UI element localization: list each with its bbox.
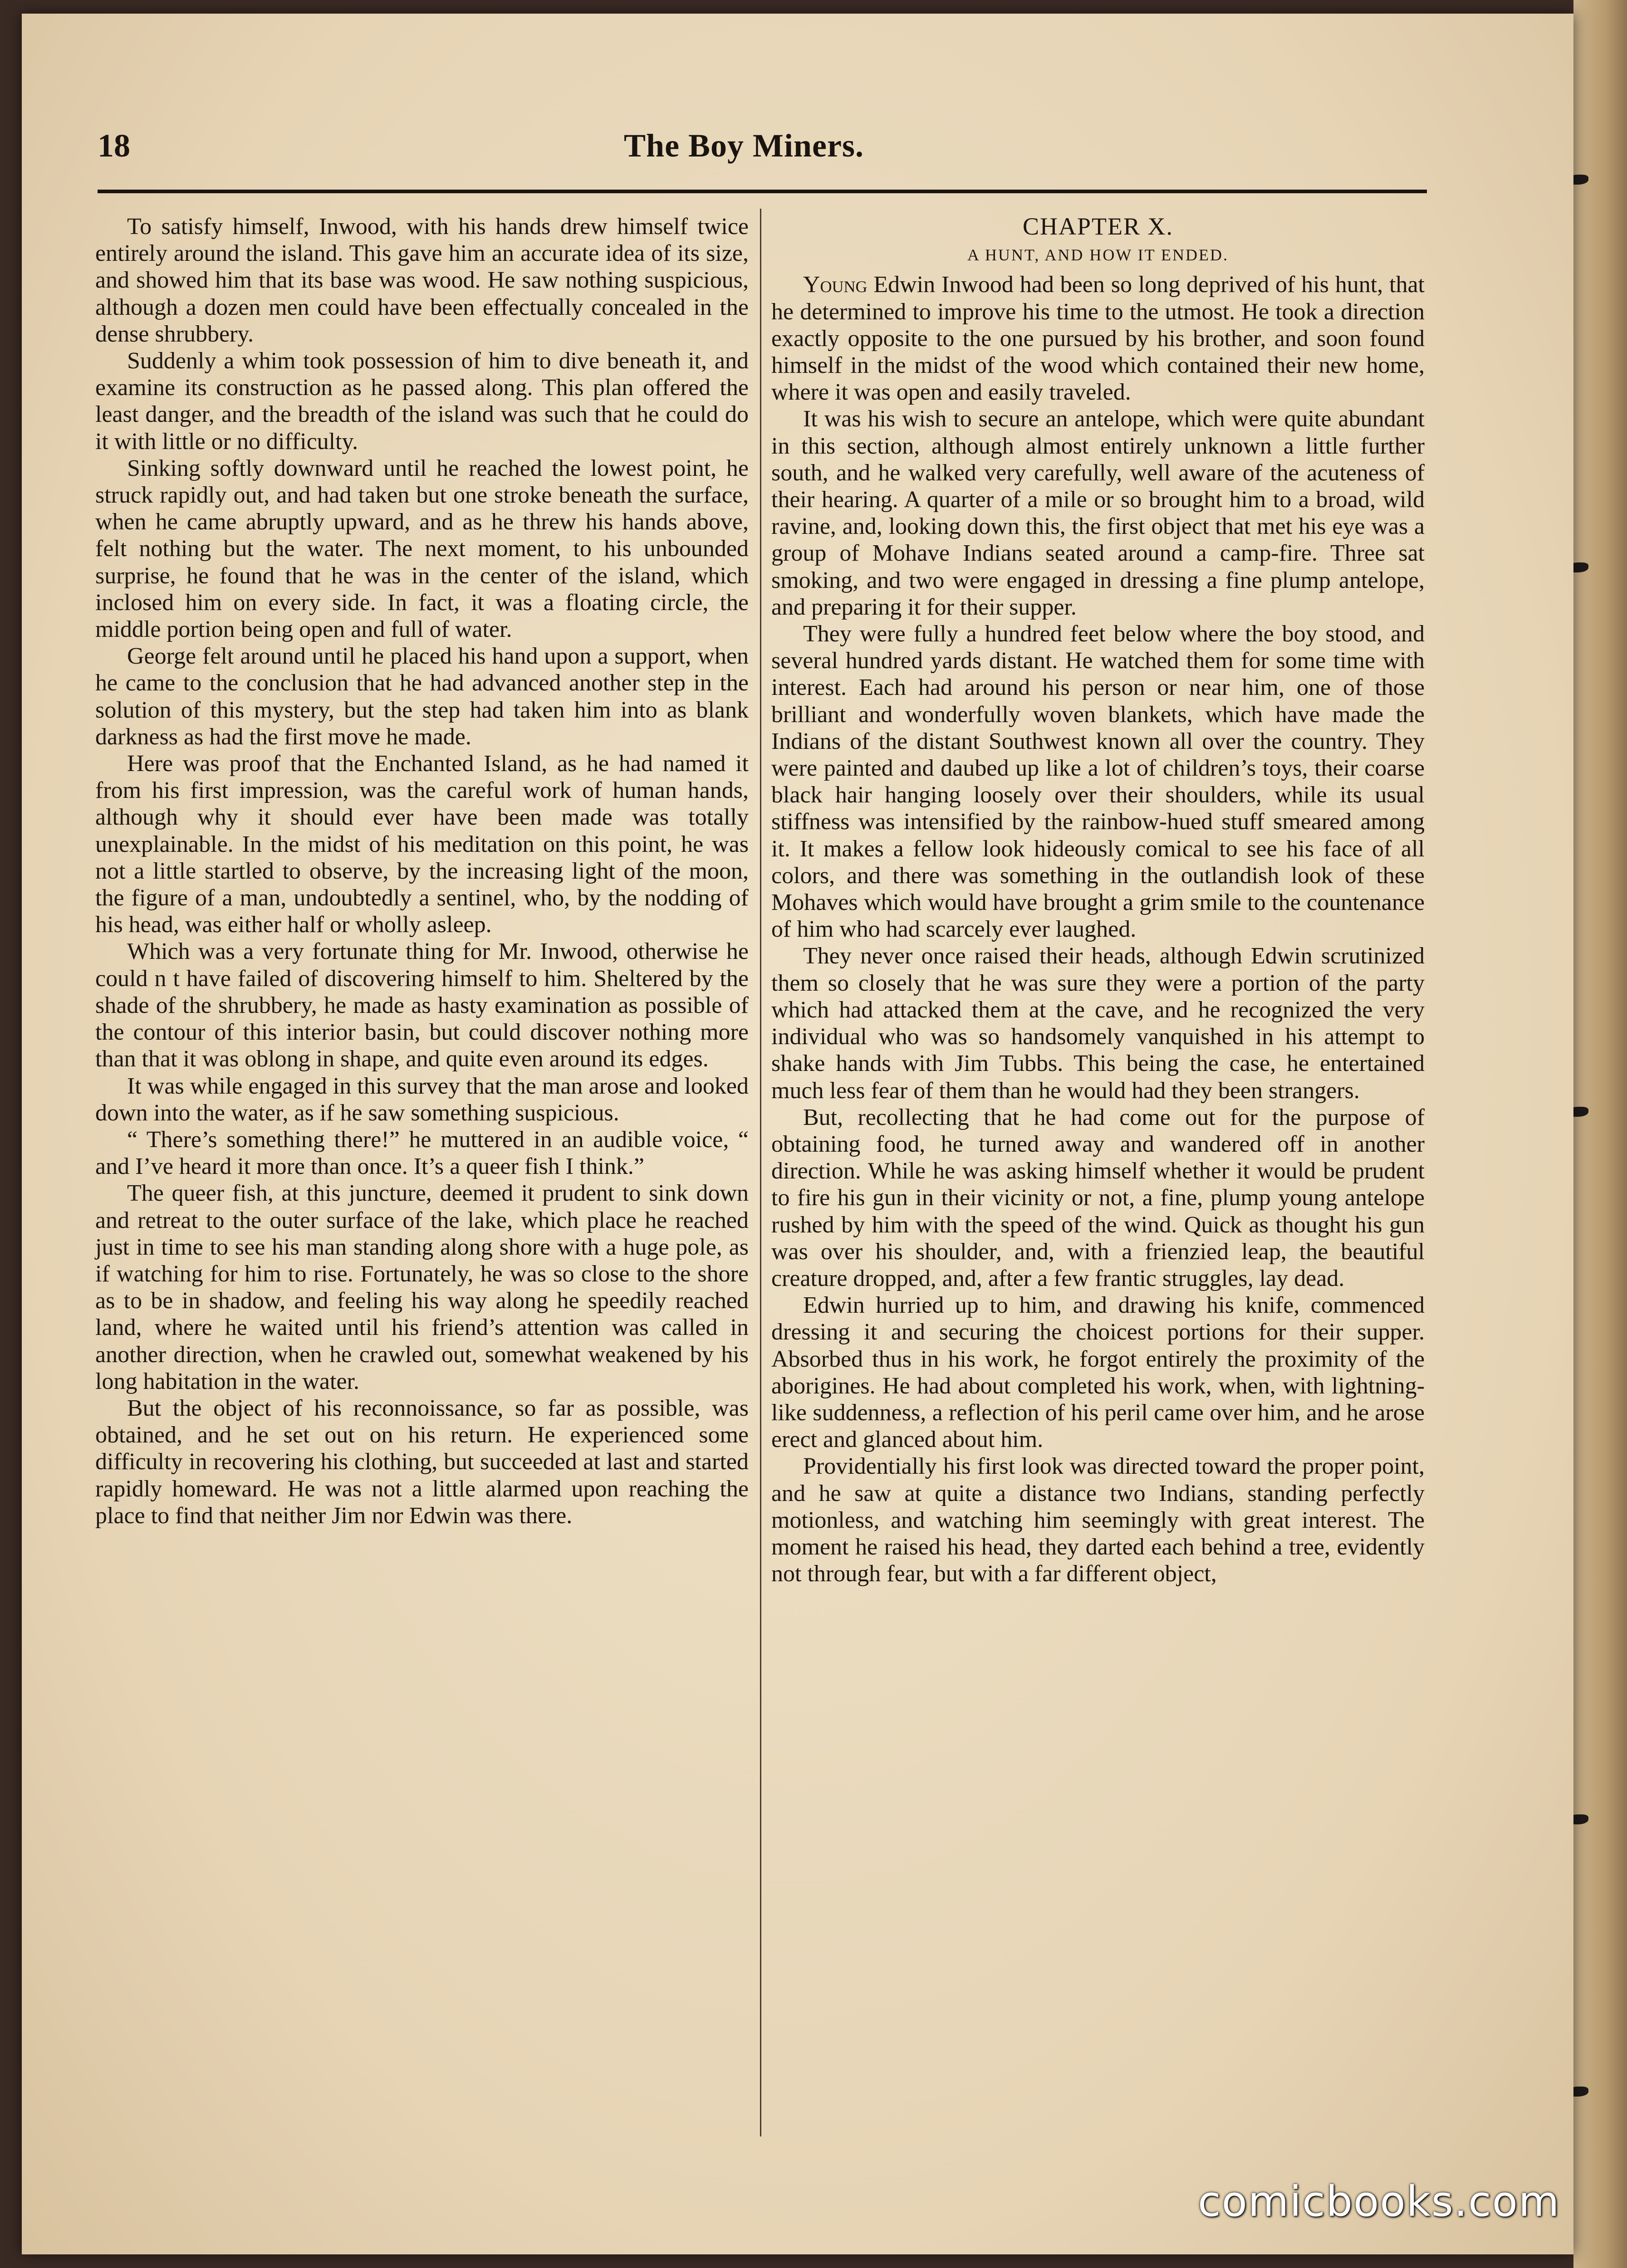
paragraph-text: Edwin Inwood had been so long deprived of his hunt, that he determined to improve his time to the utmost. He took a direction exactly opposite to the one pursued by his brother, and soon found himself in the midst of the wood which contained their new home, where it was open and easily traveled. xyxy=(771,272,1425,406)
paragraph: They were fully a hundred feet below where the boy stood, and several hundred yards distant. He watched them for some time with interest. Each had around his person or near him, one of those brilliant and wonderfully woven blankets, which have made the Indians of the distant Southwest known all over the country. They were painted and daubed up like a lot of children’s toys, their coarse black hair hanging loosely over their shoulders, while its usual stiffness was intensified by the rainbow-hued stuff smeared among it. It makes a fellow look hideously comical to see his face of all colors, and there was something in the outlandish look of these Mohaves which would have brought a grim smile to the countenance of him who had scarcely ever laughed. xyxy=(771,621,1425,943)
paragraph: It was while engaged in this survey that the man arose and looked down into the water, as if he saw something suspicious. xyxy=(95,1073,749,1126)
paragraph: It was his wish to secure an antelope, which were quite abundant in this section, although almost entirely unknown a little further south, and he walked very carefully, well aware of the acuteness of their hearing. A quarter of a mile or so brought him to a broad, wild ravine, and, looking down this, the first object that met his eye was a group of Mohave Indians seated around a camp-fire. Three sat smoking, and two were engaged in dressing a fine plump antelope, and preparing it for their supper. xyxy=(771,406,1425,620)
paragraph: To satisfy himself, Inwood, with his hands drew himself twice entirely around the island. This gave him an accurate idea of its size, and showed him that its base was wood. He saw nothing suspicious, although a dozen men could have been effectually concealed in the dense shrubbery. xyxy=(95,214,749,347)
paragraph: Suddenly a whim took possession of him to dive beneath it, and examine its construction as he passed along. This plan offered the least danger, and the breadth of the island was such that he could do it with little or no difficulty. xyxy=(95,348,749,455)
paragraph: But the object of his reconnoissance, so far as possible, was obtained, and he set out on his return. He experienced some difficulty in recovering his clothing, but succeeded at last and started rapidly homeward. He was not a little alarmed upon reaching the place to find that neither Jim nor Edwin was there. xyxy=(95,1395,749,1529)
column-divider xyxy=(760,209,761,2136)
paragraph: Edwin hurried up to him, and drawing his knife, commenced dressing it and securing the choicest portions for their supper. Absorbed thus in his work, he forgot entirely the proximity of the aborigines. He had about completed his work, when, with lightning-like suddenness, a reflection of his peril came over him, and he arose erect and glanced about him. xyxy=(771,1292,1425,1453)
paragraph: Providentially his first look was directed toward the proper point, and he saw at quite a distance two Indians, standing perfectly motionless, and watching him seemingly with great interest. The moment he raised his head, they darted each behind a tree, evidently not through fear, but with a far different object, xyxy=(771,1453,1425,1587)
left-column xyxy=(95,213,749,1529)
right-column xyxy=(771,213,1425,1587)
page-edge-strip xyxy=(1573,0,1627,2268)
header-rule xyxy=(98,190,1427,193)
chapter-title: CHAPTER X. xyxy=(1022,213,1174,240)
paragraph: Sinking softly downward until he reached the lowest point, he struck rapidly out, and had taken but one stroke beneath the surface, when he came abruptly upward, and as he threw his hands above, felt nothing but the water. The next moment, to his unbounded surprise, he found that he was in the center of the island, which inclosed him on every side. In fact, it was a floating circle, the middle portion being open and full of water. xyxy=(95,455,749,643)
paragraph: Here was proof that the Enchanted Island, as he had named it from his first impression, was the careful work of human hands, although why it should ever have been made was totally unexplainable. In the midst of his meditation on this point, he was not a little startled to observe, by the increasing light of the moon, the figure of a man, undoubtedly a sentinel, who, by the nodding of his head, was either half or wholly asleep. xyxy=(95,751,749,938)
running-title: The Boy Miners. xyxy=(624,127,864,164)
source-watermark: comicbooks.com xyxy=(1198,2177,1560,2226)
paragraph: George felt around until he placed his hand upon a support, when he came to the conclusion that he had advanced another step in the solution of this mystery, but the step had taken him into as blank darkness as had the first move he made. xyxy=(95,643,749,750)
paragraph: “ There’s something there!” he muttered in an audible voice, “ and I’ve heard it more than once. It’s a queer fish I think.” xyxy=(95,1126,749,1180)
paragraph: Which was a very fortunate thing for Mr. Inwood, otherwise he could n t have failed of discovering himself to him. Sheltered by the shade of the shrubbery, he made as hasty examination as possible of the contour of this interior basin, but could discover nothing more than that it was oblong in shape, and quite even around its edges. xyxy=(95,938,749,1072)
page-header xyxy=(98,127,1413,177)
paragraph: But, recollecting that he had come out for the purpose of obtaining food, he turned away and wandered off in another direction. While he was asking himself whether it would be prudent to fire his gun in their vicinity or not, a fine, plump young antelope rushed by him with the speed of the wind. Quick as thought his gun was over his shoulder, and, with a frienzied leap, the beautiful creature dropped, and, after a few frantic struggles, lay dead. xyxy=(771,1104,1425,1291)
page-number: 18 xyxy=(98,127,130,164)
chapter-first-word: Young xyxy=(803,272,867,298)
paragraph xyxy=(771,271,1425,406)
paragraph: The queer fish, at this juncture, deemed it prudent to sink down and retreat to the outer surface of the lake, which place he reached just in time to see his man standing along shore with a huge pole, as if watching for him to rise. Fortunately, he was so close to the shore as to be in shadow, and feeling his way along he speedily reached land, where he waited until his friend’s attention was called in another direction, when he crawled out, somewhat weakened by his long habitation in the water. xyxy=(95,1180,749,1394)
chapter-subtitle: A HUNT, AND HOW IT ENDED. xyxy=(967,246,1229,264)
paragraph: They never once raised their heads, although Edwin scrutinized them so closely that he was sure they were a portion of the party which had attacked them at the cave, and he recognized the very individual who was so handsomely vanquished in his attempt to shake hands with Jim Tubbs. This being the case, he entertained much less fear of them than he would had they been strangers. xyxy=(771,943,1425,1104)
